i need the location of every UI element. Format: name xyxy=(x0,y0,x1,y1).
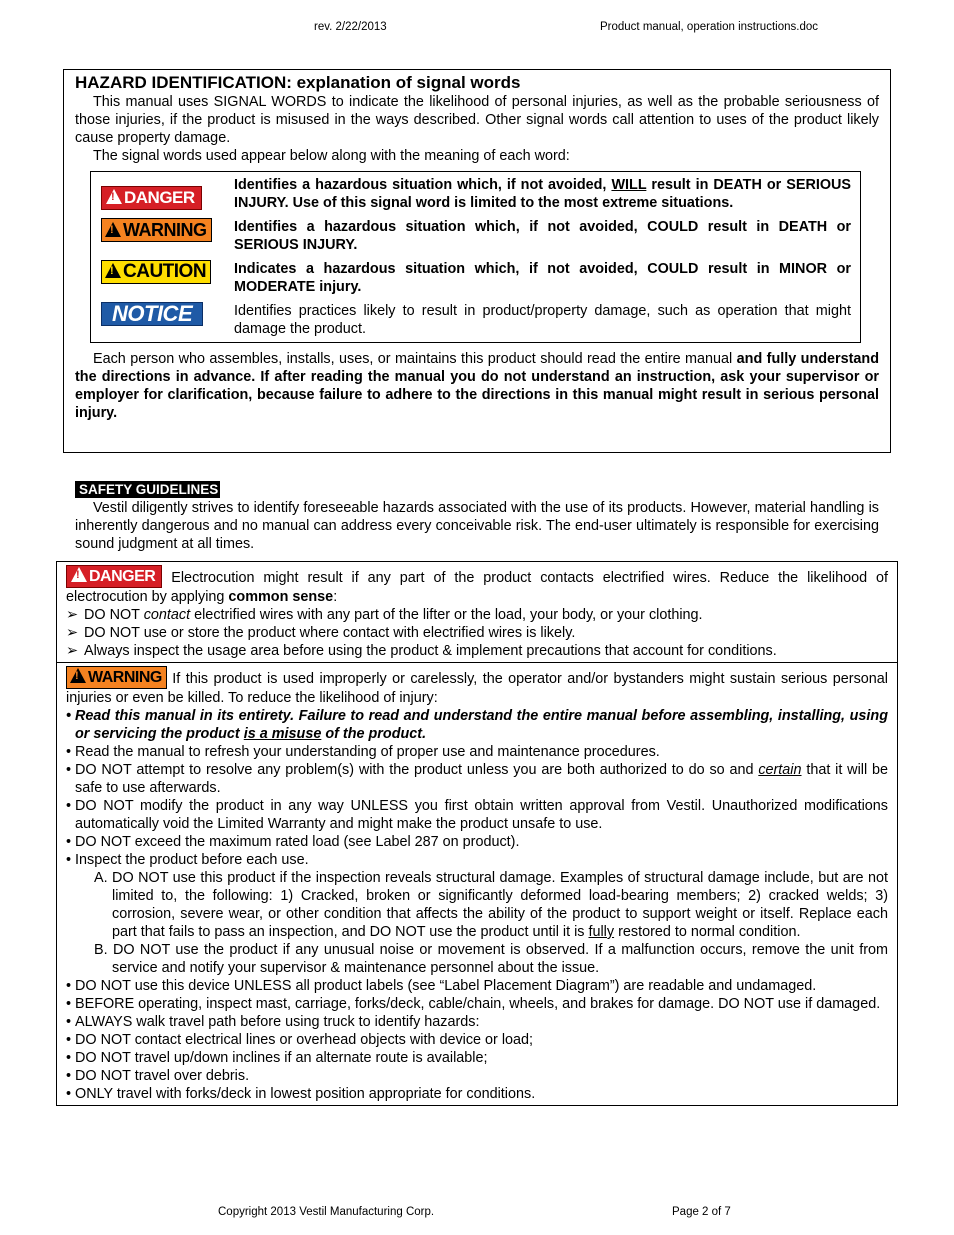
bullet-icon: • xyxy=(66,744,72,760)
signal-row-notice xyxy=(101,302,851,338)
warning-label-icon: ! WARNING xyxy=(66,666,167,689)
list-item: • BEFORE operating, inspect mast, carriage, forks/deck, cable/chain, wheels, and brakes for damage. DO NOT use if damaged. xyxy=(66,996,881,1012)
list-item: • DO NOT contact electrical lines or overhead objects with device or load; xyxy=(66,1032,534,1048)
hazard-intro: This manual uses SIGNAL WORDS to indicate the likelihood of personal injuries, as well as the probable seriousness of those injuries, if the product is misused in the ways described. Other signal words call attention to uses of the product likely cause property damage. xyxy=(75,94,879,146)
list-item: • DO NOT exceed the maximum rated load (see Label 287 on product). xyxy=(66,834,520,850)
chevron-bullet-icon: ➢ xyxy=(66,625,79,641)
footer-page-number: Page 2 of 7 xyxy=(672,1206,731,1218)
list-item: • DO NOT use this device UNLESS all product labels (see “Label Placement Diagram”) are readable and undamaged. xyxy=(66,978,817,994)
bullet-icon: • xyxy=(66,978,72,994)
warning-description: Identifies a hazardous situation which, if not avoided, COULD result in DEATH or SERIOUS INJURY. xyxy=(234,219,851,253)
danger-section xyxy=(57,562,897,662)
notice-label-icon xyxy=(101,302,203,326)
caution-label-icon: ! CAUTION xyxy=(101,260,211,284)
danger-label-icon: ! DANGER xyxy=(101,186,202,210)
danger-description: Identifies a hazardous situation which, if not avoided, WILL result in DEATH or SERIOUS INJURY. Use of this signal word is limited to the most extreme situations. xyxy=(234,177,852,211)
bullet-icon: • xyxy=(66,762,72,778)
list-item: • DO NOT travel up/down inclines if an alternate route is available; xyxy=(66,1050,488,1066)
chevron-bullet-icon: ➢ xyxy=(66,607,79,623)
bullet-icon: • xyxy=(66,834,72,850)
chevron-bullet-icon: ➢ xyxy=(66,643,79,659)
caution-description: Indicates a hazardous situation which, if not avoided, COULD result in MINOR or MODERATE injury. xyxy=(234,261,851,295)
caution-label-text: CAUTION xyxy=(123,261,207,282)
bullet-icon: • xyxy=(66,798,72,814)
warning-label-icon: ! WARNING xyxy=(101,218,212,242)
list-item: • Read this manual in its entirety. Failure to read and understand the entire manual before assembling, installing, using or servicing the product is a misuse of the product. xyxy=(66,708,888,742)
signal-row-danger xyxy=(101,176,851,212)
list-item: • DO NOT modify the product in any way UNLESS you first obtain written approval from Vestil. Unauthorized modifications automatically void the Limited Warranty and might make the product unsafe to use. xyxy=(66,798,888,832)
list-item: • Inspect the product before each use. xyxy=(66,852,309,868)
bullet-icon: • xyxy=(66,852,72,868)
notice-description: Identifies practices likely to result in product/property damage, such as operation that might damage the product. xyxy=(234,303,851,337)
list-item: • DO NOT attempt to resolve any problem(s) with the product unless you are both authorized to do so and certain that it will be safe to use afterwards. xyxy=(66,762,888,796)
warning-intro: ! WARNING If this product is used improperly or carelessly, the operator and/or bystanders might sustain serious personal injuries or even be killed. To reduce the likelihood of injury: xyxy=(66,666,888,707)
bullet-icon: • xyxy=(66,1050,72,1066)
list-item: • ONLY travel with forks/deck in lowest position appropriate for conditions. xyxy=(66,1086,536,1102)
list-item: ➢ Always inspect the usage area before using the product & implement precautions that account for conditions. xyxy=(66,643,777,659)
bullet-icon: • xyxy=(66,1014,72,1030)
notice-label-text: NOTICE xyxy=(112,301,193,326)
safety-guidelines-paragraph: Vestil diligently strives to identify foreseeable hazards associated with the use of its products. However, material handling is inherently dangerous and no manual can address every conceivable risk. The end-user ultimately is responsible for exercising sound judgment at all times. xyxy=(75,500,879,552)
hazard-identification-box xyxy=(63,69,891,453)
bullet-icon: • xyxy=(66,1068,72,1084)
list-item: • DO NOT travel over debris. xyxy=(66,1068,250,1084)
sub-list-item-b: B. DO NOT use the product if any unusual noise or movement is observed. If a malfunction occurs, remove the unit from service and notify your supervisor & maintenance personnel about the issue. xyxy=(94,942,888,976)
list-item: ➢ DO NOT use or store the product where contact with electrified wires is likely. xyxy=(66,625,576,641)
list-item: • Read the manual to refresh your understanding of proper use and maintenance procedures. xyxy=(66,744,660,760)
signal-words-table xyxy=(90,171,861,343)
danger-label-text: DANGER xyxy=(124,188,195,207)
bullet-icon: • xyxy=(66,708,72,724)
danger-intro: ! DANGER Electrocution might result if any part of the product contacts electrified wires. Reduce the likelihood of electrocution by applying common sense: xyxy=(66,565,888,606)
hazard-title: HAZARD IDENTIFICATION: explanation of signal words xyxy=(75,73,521,92)
signal-row-warning xyxy=(101,218,851,254)
footer-copyright: Copyright 2013 Vestil Manufacturing Corp. xyxy=(218,1206,435,1218)
safety-warnings-box xyxy=(56,561,898,1106)
warning-label-text: WARNING xyxy=(123,220,207,240)
list-item: ➢ DO NOT contact electrified wires with any part of the lifter or the load, your body, or your clothing. xyxy=(66,607,703,623)
hazard-intro-2: The signal words used appear below along with the meaning of each word: xyxy=(93,148,570,164)
safety-guidelines-heading: SAFETY GUIDELINES xyxy=(75,481,220,498)
bullet-icon: • xyxy=(66,996,72,1012)
signal-row-caution xyxy=(101,260,851,296)
sub-list-item-a: A. DO NOT use this product if the inspection reveals structural damage. Examples of structural damage include, but are not limited to, the following: 1) Cracked, broken or significantly deformed load-bearing members; 2) cracked welds; 3) corrosion, severe wear, or other condition that affects the ability of the product to support weight or itself. Replace each part that fails to pass an inspection, and DO NOT use the product until it is fully restored to normal condition. xyxy=(94,870,888,940)
bullet-icon: • xyxy=(66,1032,72,1048)
header-revision: rev. 2/22/2013 xyxy=(314,21,387,33)
danger-label-icon: ! DANGER xyxy=(66,565,162,588)
hazard-closing: Each person who assembles, installs, uses, or maintains this product should read the entire manual and fully understand the directions in advance. If after reading the manual you do not understand an instruction, ask your supervisor or employer for clarification, because failure to adhere to the directions in this manual might result in serious personal injury. xyxy=(75,351,880,421)
header-document-name: Product manual, operation instructions.doc xyxy=(600,21,818,33)
will-emphasis: WILL xyxy=(611,177,647,193)
list-item: • ALWAYS walk travel path before using truck to identify hazards: xyxy=(66,1014,480,1030)
warning-section xyxy=(57,662,897,1105)
bullet-icon: • xyxy=(66,1086,72,1102)
